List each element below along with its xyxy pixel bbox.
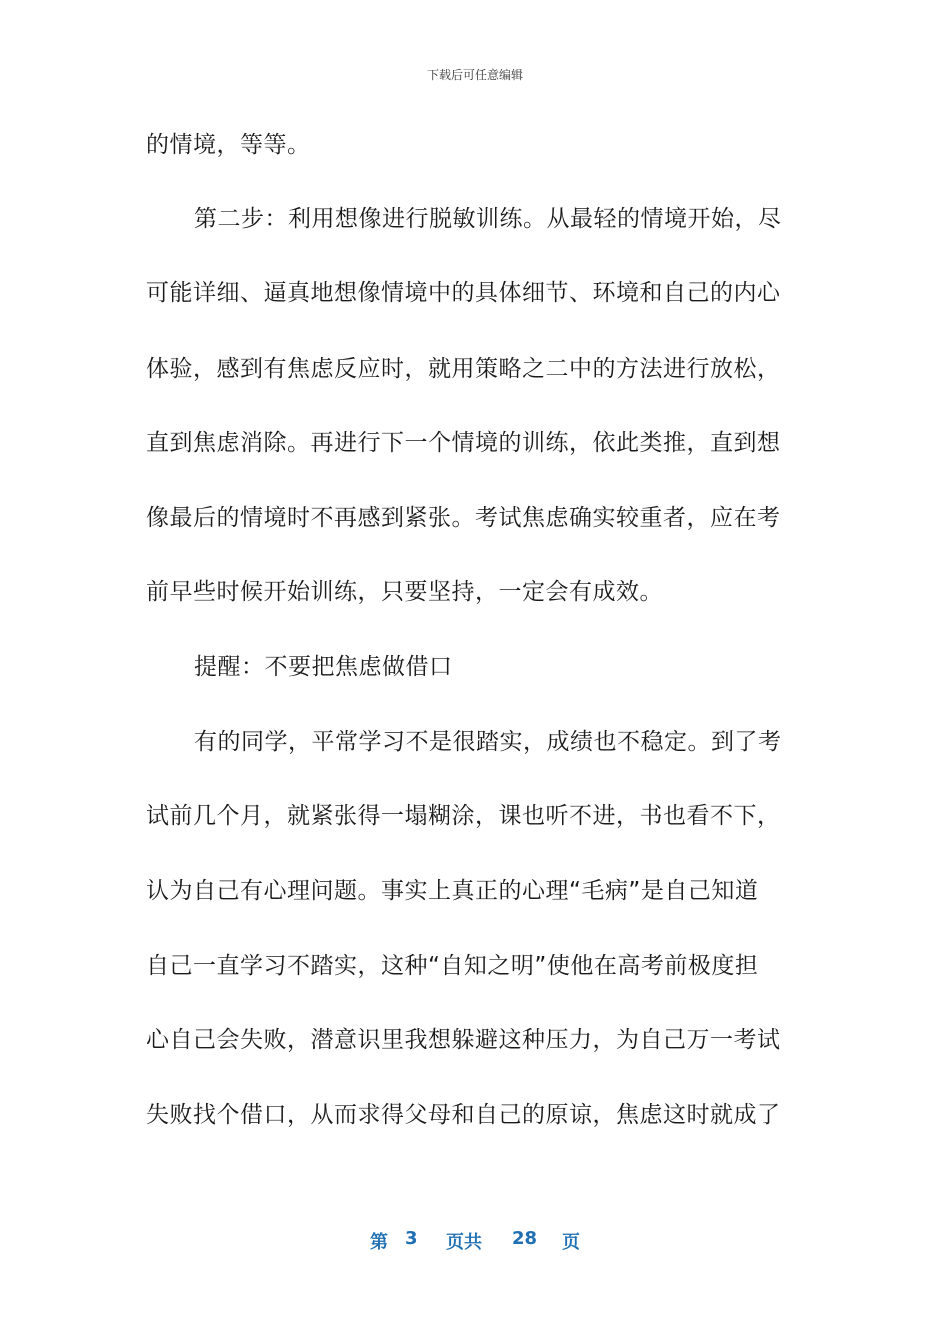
footer-page-prefix: 第 — [370, 1232, 388, 1253]
section-heading: 提醒：不要把焦虑做借口 — [194, 654, 453, 680]
paragraph-line-9: 试前几个月，就紧张得一塌糊涂，课也听不进，书也看不下， — [146, 803, 781, 829]
footer-current-page: 3 — [405, 1228, 418, 1249]
paragraph-line-5: 直到焦虑消除。再进行下一个情境的训练，依此类推，直到想 — [146, 430, 781, 456]
paragraph-line-13: 失败找个借口，从而求得父母和自己的原谅，焦虑这时就成了 — [146, 1102, 781, 1128]
header-note: 下载后可任意编辑 — [426, 68, 523, 82]
paragraph-line-10: 认为自己有心理问题。事实上真正的心理“毛病”是自己知道 — [146, 878, 759, 904]
paragraph-line-1: 的情境，等等。 — [146, 132, 311, 158]
paragraph-line-8: 有的同学，平常学习不是很踏实，成绩也不稳定。到了考 — [194, 729, 782, 755]
paragraph-line-11: 自己一直学习不踏实，这种“自知之明”使他在高考前极度担 — [146, 953, 759, 979]
footer-total-pages: 28 — [512, 1228, 538, 1249]
paragraph-line-6: 像最后的情境时不再感到紧张。考试焦虑确实较重者，应在考 — [146, 505, 781, 531]
footer-page-suffix: 页 — [562, 1232, 580, 1253]
page-footer — [0, 1228, 950, 1252]
paragraph-line-4: 体验，感到有焦虑反应时，就用策略之二中的方法进行放松， — [146, 356, 781, 382]
footer-page-mid: 页共 — [446, 1232, 482, 1253]
paragraph-line-2: 第二步：利用想像进行脱敏训练。从最轻的情境开始，尽 — [194, 206, 782, 232]
paragraph-line-7: 前早些时候开始训练，只要坚持，一定会有成效。 — [146, 579, 663, 605]
paragraph-line-12: 心自己会失败，潜意识里我想躲避这种压力，为自己万一考试 — [146, 1027, 781, 1053]
paragraph-line-3: 可能详细、逼真地想像情境中的具体细节、环境和自己的内心 — [146, 280, 781, 306]
